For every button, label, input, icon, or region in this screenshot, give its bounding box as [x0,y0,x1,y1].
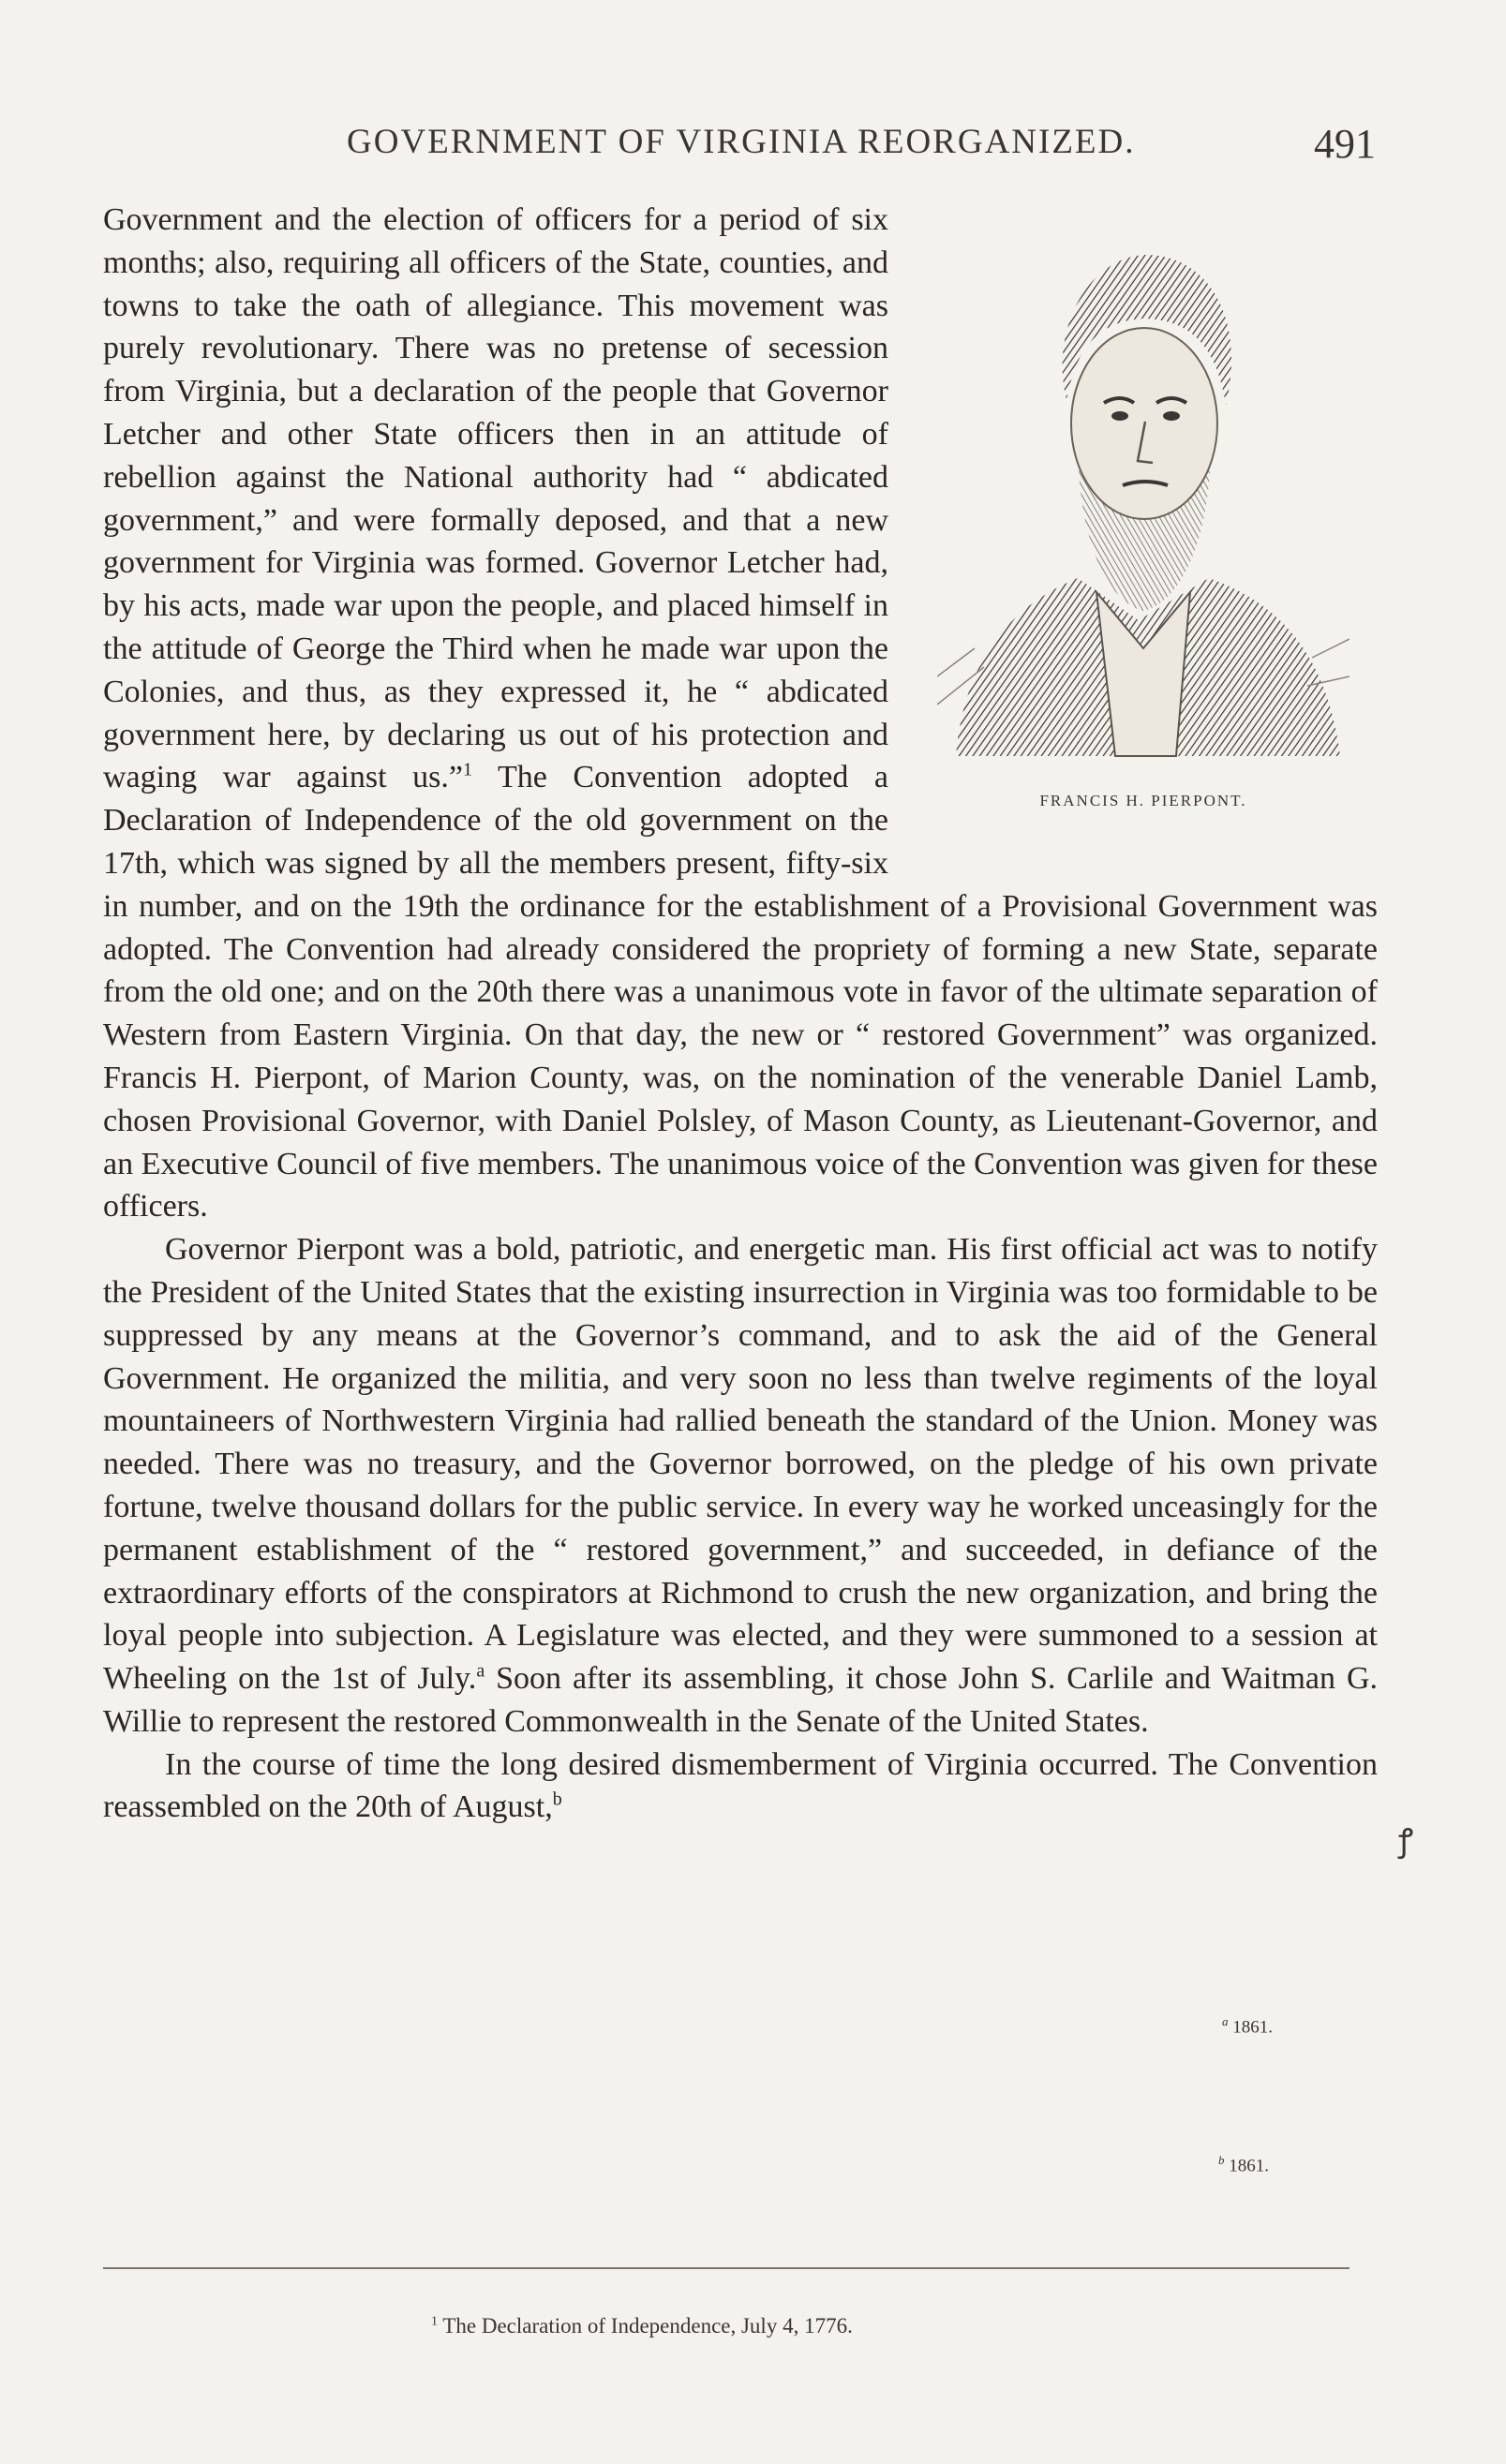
paragraph-1 [103,199,1378,1228]
running-header [101,120,1376,176]
portrait-engraving [937,208,1349,761]
margin-note-a-year: 1861. [1232,2017,1273,2038]
paragraph-3-text: In the course of time the long desired dismemberment of Virginia occurred. The Convention reassembled on the 20th of August, [103,1746,1378,1825]
footnote-marker: 1 [431,2314,438,2329]
margin-mark: ꝭ [1398,1824,1414,1859]
paragraph-1-text-b: The Convention adopted a Declaration of Independence of the old government on the 17th, which was signed by all the members present, fifty-six in number, and on the 19th the ordinance for the establishment of a Provisional Government was adopted. The Convention had already considered the propriety of forming a new State, separate from the old one; and on the 20th there was a unanimous vote in favor of the ultimate separation of Western from Eastern Virginia. On that day, the new or “ restored Government” was organized. Francis H. Pierpont, of Marion County, was, on the nomination of the venerable Daniel Lamb, chosen Provisional Governor, with Daniel Polsley, of Mason County, as Lieutenant-Governor, and an Executive Council of five members. The unanimous voice of the Convention was given for these officers. [103,760,1378,1225]
margin-ref-b: b [552,1789,562,1811]
footnote-ref: 1 [462,760,472,781]
margin-note-b-year: 1861. [1229,2156,1269,2176]
paragraph-3 [103,1744,1378,1830]
margin-note-b [1218,2153,1269,2176]
footnote-rule [103,2267,1349,2269]
figure-caption: FRANCIS H. PIERPONT. [1039,792,1247,809]
margin-ref-a: a [476,1660,485,1682]
margin-note-a-marker: a [1222,2014,1229,2028]
margin-note-b-marker: b [1218,2153,1225,2167]
paragraph-2-text-a: Governor Pierpont was a bold, patriotic, and energetic man. His first official act was to notify the President of the United States that the existing insurrection in Virginia was too formidable to be suppressed by any means at the Governor’s command, and to ask the aid of the General Government. He organized the militia, and very soon no less than twelve regiments of the loyal mountaineers of Northwestern Virginia had rallied beneath the standard of the Union. Money was needed. There was no treasury, and the Governor borrowed, on the pledge of his own private fortune, twelve thousand dollars for the public service. In every way he worked unceasingly for the permanent establishment of the “ restored government,” and succeeded, in defiance of the extraordinary efforts of the conspirators at Richmond to crush the new organization, and bring the loyal people into subjection. A Legislature was elected, and they were summoned to a session at Wheeling on the 1st of July. [103,1232,1378,1697]
body-text [103,199,1378,1829]
paragraph-2-text-b: Soon after its assembling, it chose John S. Carlile and Waitman G. Willie to represent the restored Commonwealth in the Senate of the United States. [103,1661,1378,1739]
margin-note-a [1222,2014,1273,2038]
footnote-text: The Declaration of Independence, July 4, 1776. [442,2314,853,2338]
paragraph-1-text-a: Government and the election of officers for a period of six months; also, requiring all officers of the State, counties, and towns to take the oath of allegiance. This movement was purely revolutionary. There was no pretense of secession from Virginia, but a declaration of the people that Governor Letcher and other State officers then in an attitude of rebellion against the National authority had “ abdicated government,” and were formally deposed, and that a new government for Virginia was formed. Governor Letcher had, by his acts, made war upon the people, and placed himself in the attitude of George the Third when he made war upon the Colonies, and thus, as they expressed it, he “ abdicated government here, by declaring us out of his protection and waging war against us.” [103,202,888,795]
footnote [431,2314,853,2338]
portrait-figure [909,199,1378,845]
paragraph-2 [103,1228,1378,1744]
page-title: GOVERNMENT OF VIRGINIA REORGANIZED. [347,123,1136,161]
page-number: 491 [1314,121,1376,167]
